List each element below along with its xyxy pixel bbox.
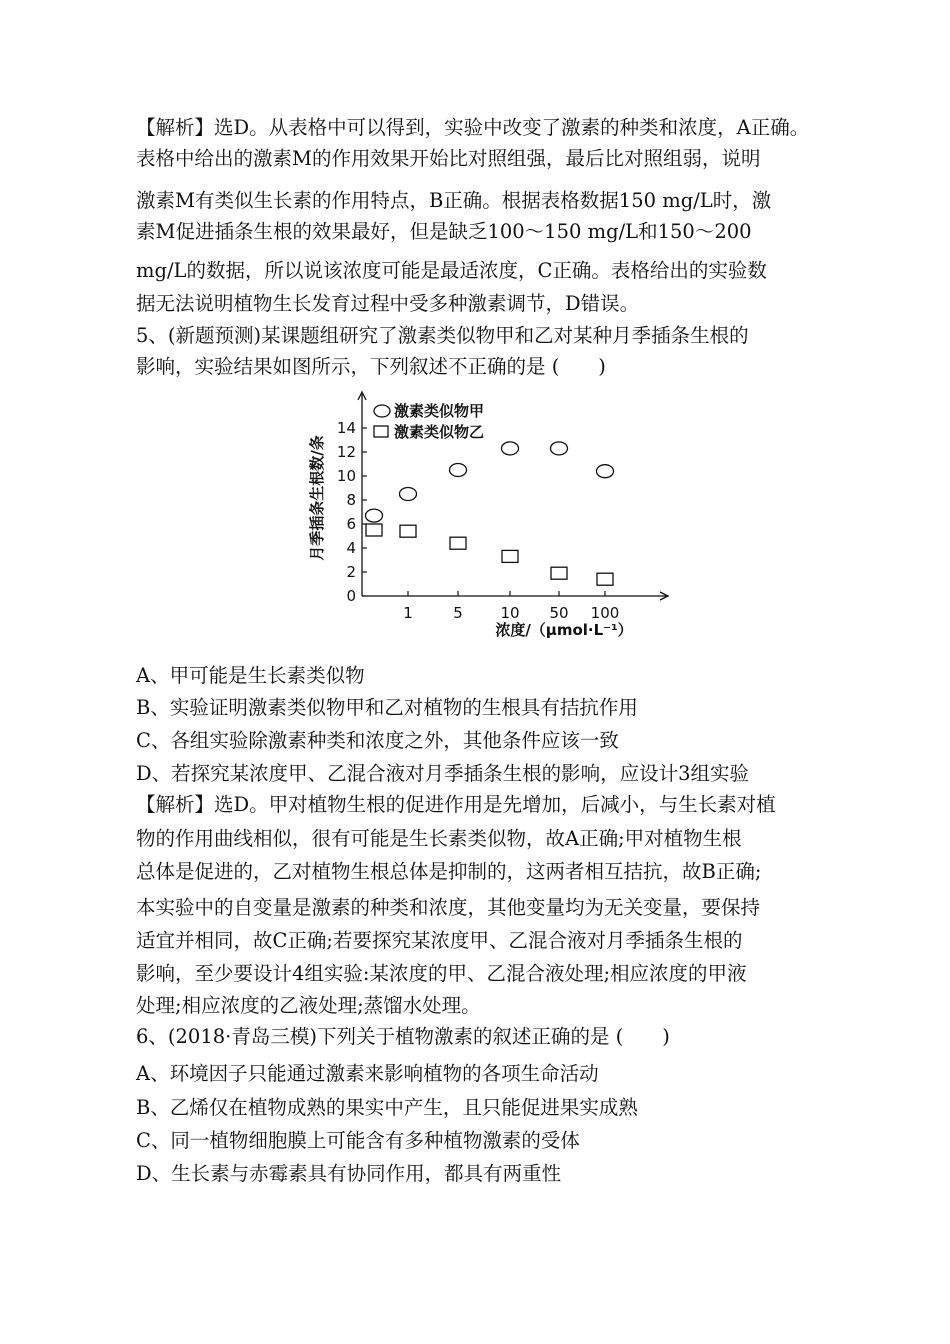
question-stem-line: 影响，实验结果如图所示，下列叙述不正确的是 ( ) bbox=[136, 355, 606, 378]
option-c: C、同一植物细胞膜上可能含有多种植物激素的受体 bbox=[136, 1129, 580, 1152]
option-b: B、乙烯仅在植物成熟的果实中产生，且只能促进果实成熟 bbox=[136, 1096, 638, 1119]
point-square-series-yi bbox=[450, 537, 466, 549]
analysis-line: 【解析】选D。甲对植物生根的促进作用是先增加，后减小，与生长素对植 bbox=[136, 793, 776, 816]
point-square-series-yi bbox=[502, 550, 518, 562]
x-tick-label: 10 bbox=[500, 604, 520, 622]
point-square-series-yi bbox=[551, 567, 567, 579]
option-a: A、环境因子只能通过激素来影响植物的各项生命活动 bbox=[136, 1062, 599, 1085]
analysis-line: 表格中给出的激素M的作用效果开始比对照组强，最后比对照组弱，说明 bbox=[136, 147, 761, 170]
point-circle-series-jia bbox=[366, 509, 383, 522]
x-axis-label: 浓度/（μmol·L⁻¹） bbox=[495, 621, 633, 639]
legend-marker-square bbox=[374, 426, 388, 437]
x-tick-label: 5 bbox=[453, 604, 463, 622]
y-tick-label: 6 bbox=[346, 515, 356, 533]
x-tick-label: 50 bbox=[549, 604, 569, 622]
point-square-series-yi bbox=[597, 573, 613, 585]
question-stem-line: 5、(新题预测)某课题组研究了激素类似物甲和乙对某种月季插条生根的 bbox=[136, 324, 749, 347]
y-tick-label: 0 bbox=[346, 587, 356, 605]
y-tick-label: 2 bbox=[346, 563, 356, 581]
y-tick-label: 10 bbox=[336, 467, 356, 485]
point-circle-series-jia bbox=[502, 442, 519, 455]
point-circle-series-jia bbox=[551, 442, 568, 455]
y-tick-label: 8 bbox=[346, 491, 356, 509]
legend-marker-circle bbox=[374, 405, 390, 417]
analysis-line: 据无法说明植物生长发育过程中受多种激素调节，D错误。 bbox=[136, 292, 640, 315]
scatter-chart bbox=[296, 386, 686, 648]
x-tick-label: 100 bbox=[590, 604, 620, 622]
analysis-line: 物的作用曲线相似，很有可能是生长素类似物，故A正确;甲对植物生根 bbox=[136, 827, 742, 850]
point-square-series-yi bbox=[366, 524, 382, 536]
point-circle-series-jia bbox=[400, 488, 417, 501]
point-square-series-yi bbox=[400, 525, 416, 537]
option-b: B、实验证明激素类似物甲和乙对植物的生根具有拮抗作用 bbox=[136, 696, 638, 719]
analysis-line: 影响，至少要设计4组实验:某浓度的甲、乙混合液处理;相应浓度的甲液 bbox=[136, 962, 747, 985]
y-tick-label: 12 bbox=[336, 443, 356, 461]
option-d: D、生长素与赤霉素具有协同作用，都具有两重性 bbox=[136, 1162, 562, 1185]
analysis-line: 【解析】选D。从表格中可以得到，实验中改变了激素的种类和浓度，A正确。 bbox=[136, 116, 810, 139]
analysis-line: 处理;相应浓度的乙液处理;蒸馏水处理。 bbox=[136, 994, 481, 1017]
legend-label: 激素类似物乙 bbox=[394, 423, 485, 441]
y-tick-label: 4 bbox=[346, 539, 356, 557]
analysis-line: 总体是促进的，乙对植物生根总体是抑制的，这两者相互拮抗，故B正确; bbox=[136, 860, 762, 883]
point-circle-series-jia bbox=[597, 465, 614, 478]
point-circle-series-jia bbox=[450, 464, 467, 477]
analysis-line: 本实验中的自变量是激素的种类和浓度，其他变量均为无关变量，要保持 bbox=[136, 896, 761, 919]
option-a: A、甲可能是生长素类似物 bbox=[136, 664, 365, 687]
option-d: D、若探究某浓度甲、乙混合液对月季插条生根的影响，应设计3组实验 bbox=[136, 762, 750, 785]
y-tick-label: 14 bbox=[336, 419, 356, 437]
analysis-line: 素M促进插条生根的效果最好，但是缺乏100～150 mg/L和150～200 bbox=[136, 220, 752, 243]
legend-label: 激素类似物甲 bbox=[394, 402, 485, 420]
analysis-line: 适宜并相同，故C正确;若要探究某浓度甲、乙混合液对月季插条生根的 bbox=[136, 929, 743, 952]
analysis-line: 激素M有类似生长素的作用特点，B正确。根据表格数据150 mg/L时，激 bbox=[136, 189, 772, 212]
question-stem-line: 6、(2018·青岛三模)下列关于植物激素的叙述正确的是 ( ) bbox=[136, 1025, 670, 1048]
y-axis-label: 月季插条生根数/条 bbox=[308, 435, 326, 561]
analysis-line: mg/L的数据，所以说该浓度可能是最适浓度，C正确。表格给出的实验数 bbox=[136, 259, 767, 282]
x-tick-label: 1 bbox=[403, 604, 413, 622]
option-c: C、各组实验除激素种类和浓度之外，其他条件应该一致 bbox=[136, 729, 619, 752]
